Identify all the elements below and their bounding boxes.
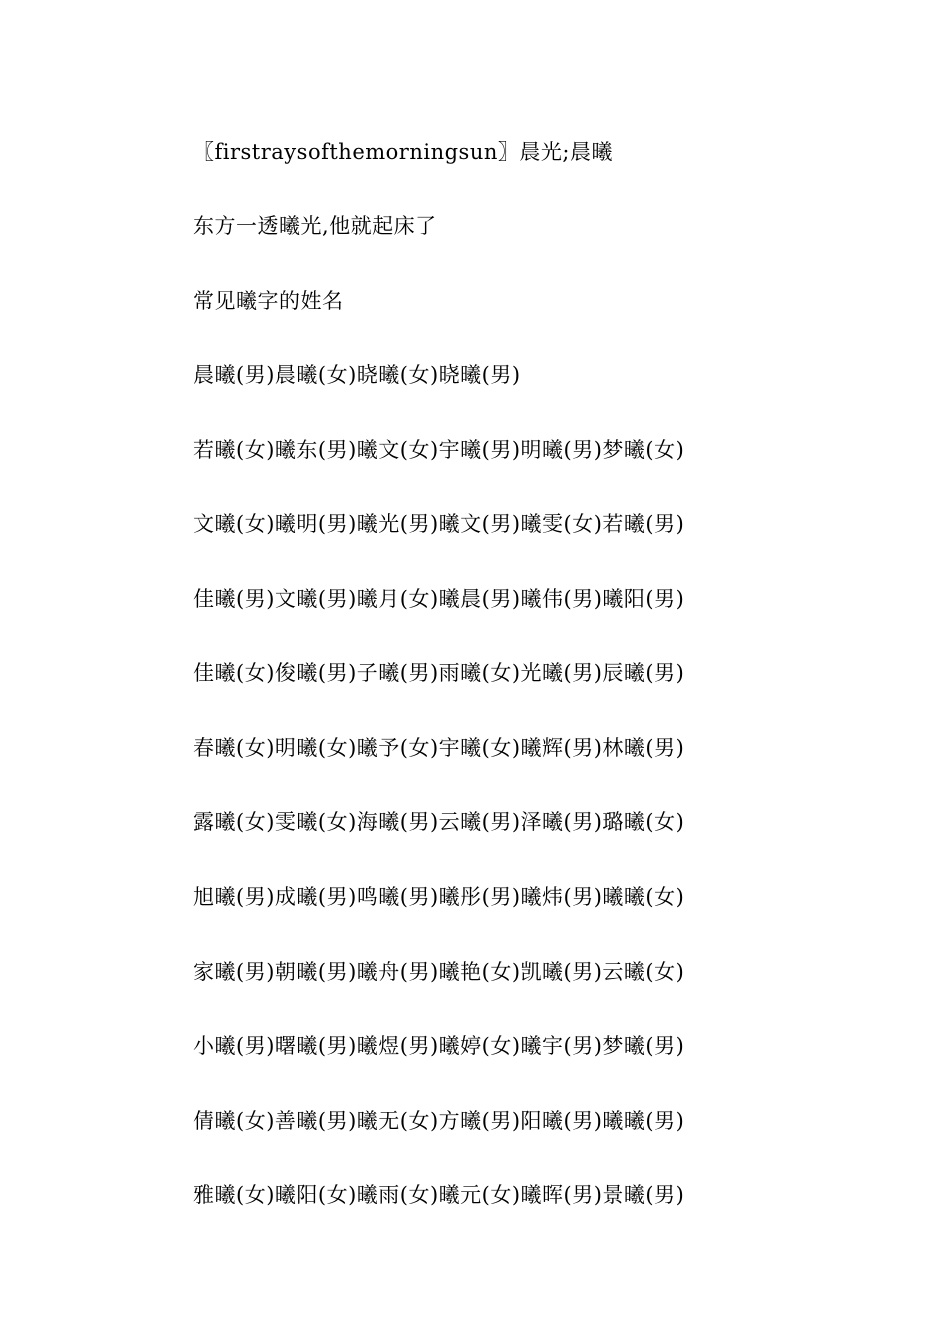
names-line: 佳曦(女)俊曦(男)子曦(男)雨曦(女)光曦(男)辰曦(男) xyxy=(193,661,685,685)
names-line: 佳曦(男)文曦(男)曦月(女)曦晨(男)曦伟(男)曦阳(男) xyxy=(193,587,685,611)
names-line: 若曦(女)曦东(男)曦文(女)宇曦(男)明曦(男)梦曦(女) xyxy=(193,438,685,462)
names-line: 露曦(女)雯曦(女)海曦(男)云曦(男)泽曦(男)璐曦(女) xyxy=(193,810,685,834)
section-heading: 常见曦字的姓名 xyxy=(193,289,344,313)
names-line: 倩曦(女)善曦(男)曦无(女)方曦(男)阳曦(男)曦曦(男) xyxy=(193,1109,685,1133)
definition-line: 〖firstraysofthemorningsun〗晨光;晨曦 xyxy=(193,140,613,164)
names-line: 晨曦(男)晨曦(女)晓曦(女)晓曦(男) xyxy=(193,363,521,387)
example-sentence: 东方一透曦光,他就起床了 xyxy=(193,214,437,238)
names-line: 文曦(女)曦明(男)曦光(男)曦文(男)曦雯(女)若曦(男) xyxy=(193,512,685,536)
names-line: 旭曦(男)成曦(男)鸣曦(男)曦彤(男)曦炜(男)曦曦(女) xyxy=(193,885,685,909)
names-line: 春曦(女)明曦(女)曦予(女)宇曦(女)曦辉(男)林曦(男) xyxy=(193,736,685,760)
names-line: 雅曦(女)曦阳(女)曦雨(女)曦元(女)曦晖(男)景曦(男) xyxy=(193,1183,685,1207)
names-line: 小曦(男)曙曦(男)曦煜(男)曦婷(女)曦宇(男)梦曦(男) xyxy=(193,1034,685,1058)
names-line: 家曦(男)朝曦(男)曦舟(男)曦艳(女)凯曦(男)云曦(女) xyxy=(193,960,685,984)
